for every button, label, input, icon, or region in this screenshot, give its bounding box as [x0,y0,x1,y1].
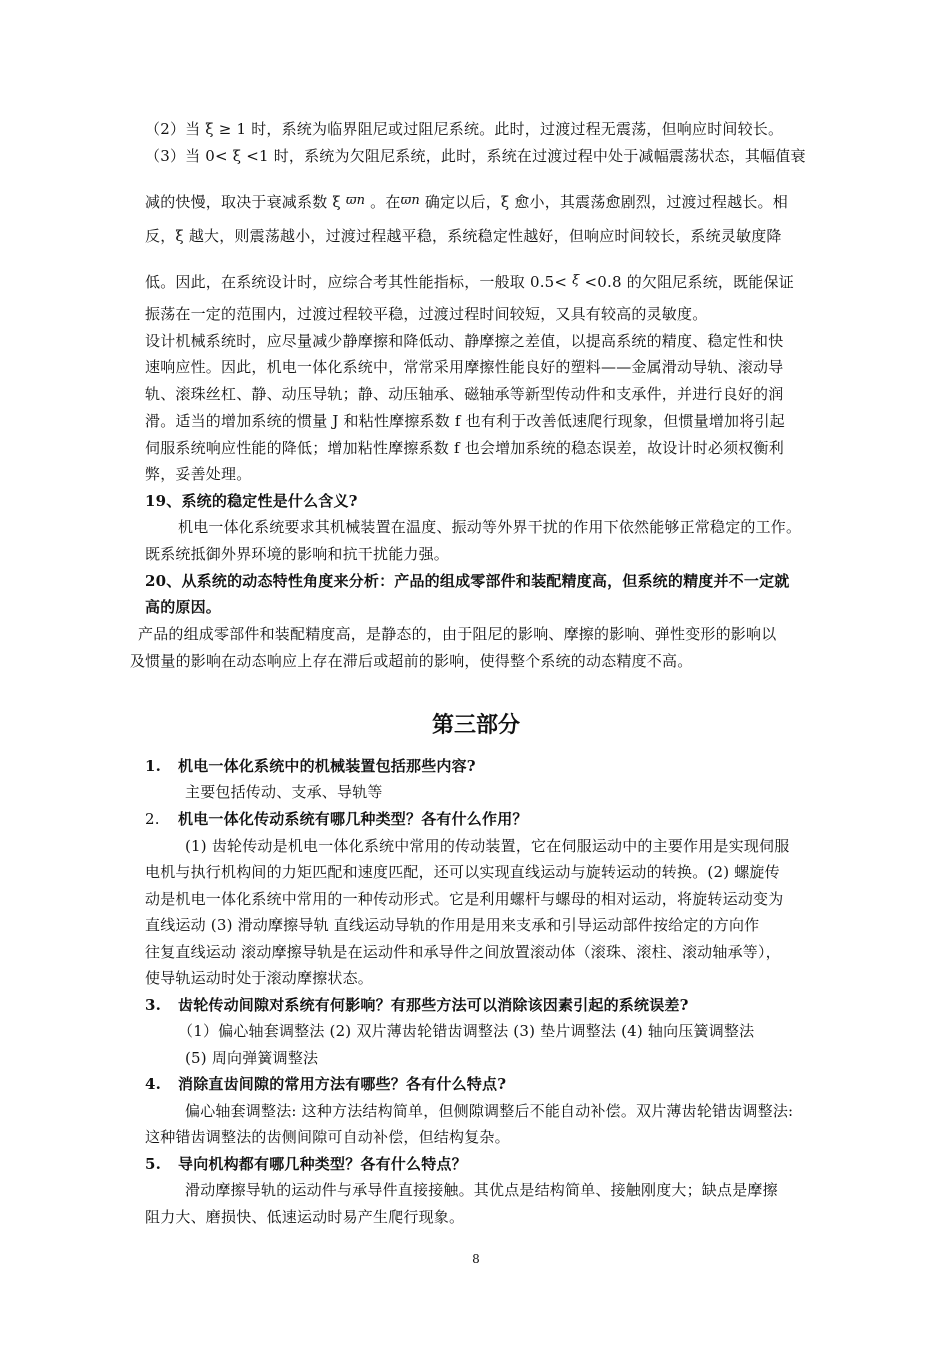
question-1-number: 1. [145,757,162,775]
answer-19-line: 既系统抵御外界环境的影响和抗干扰能力强。 [145,545,450,563]
answer-5-line: 阻力大、磨损快、低速运动时易产生爬行现象。 [145,1208,465,1226]
answer-1: 主要包括传动、支承、导轨等 [185,783,383,801]
text-line: 反，ξ 越大，则震荡越小，过渡过程越平稳，系统稳定性越好，但响应时间较长，系统灵敏度降 [145,227,782,245]
question-19: 19、系统的稳定性是什么含义? [145,492,358,510]
answer-2-line: 动是机电一体化系统中常用的一种传动形式。它是利用螺杆与螺母的相对运动，将旋转运动变为 [145,890,784,908]
answer-2-line: 直线运动 (3) 滑动摩擦导轨 直线运动导轨的作用是用来支承和引导运动部件按给定的方向作 [145,916,760,934]
text-fragment: 确定以后，ξ 愈小，其震荡愈剧烈，过渡过程越长。相 [419,193,788,211]
answer-5-line: 滑动摩擦导轨的运动件与承导件直接接触。其优点是结构简单、接触刚度大；缺点是摩擦 [185,1181,778,1199]
answer-4-line: 这种错齿调整法的齿侧间隙可自动补偿，但结构复杂。 [145,1128,510,1146]
answer-2-line: 使导轨运动时处于滚动摩擦状态。 [145,969,374,987]
text-fragment: 低。因此，在系统设计时，应综合考其性能指标，一般取 0.5< [145,273,573,291]
question-4-number: 4. [145,1075,162,1093]
question-2: 机电一体化传动系统有哪几种类型？各有什么作用？ [178,810,528,828]
page-number: 8 [472,1252,480,1266]
text-line: 轨、滚珠丝杠、静、动压导轨；静、动压轴承、磁轴承等新型传动件和支承件，并进行良好的润 [145,385,784,403]
question-1: 机电一体化系统中的机械装置包括那些内容? [178,757,476,775]
text-line: 振荡在一定的范围内，过渡过程较平稳，过渡过程时间较短，又具有较高的灵敏度。 [145,305,708,323]
xi-symbol: ξ [572,273,580,288]
question-3-number: 3. [145,996,162,1014]
text-line: （2）当 ξ ≥ 1 时，系统为临界阻尼或过阻尼系统。此时，过渡过程无震荡，但响应时间较长。 [145,120,784,138]
question-20: 高的原因。 [145,598,222,616]
answer-20-line: 产品的组成零部件和装配精度高，是静态的，由于阻尼的影响、摩擦的影响、弹性变形的影响以 [138,625,777,643]
text-line: 速响应性。因此，机电一体化系统中，常常采用摩擦性能良好的塑料——金属滑动导轨、滚动导 [145,358,784,376]
answer-4-line: 偏心轴套调整法: 这种方法结构简单，但侧隙调整后不能自动补偿。双片薄齿轮错齿调整法: [185,1102,794,1120]
text-fragment: <0.8 的欠阻尼系统，既能保证 [579,273,794,291]
text-line: 设计机械系统时，应尽量减少静摩擦和降低动、静摩擦之差值，以提高系统的精度、稳定性和快 [145,332,784,350]
answer-3-line: （1）偏心轴套调整法 (2) 双片薄齿轮错齿调整法 (3) 垫片调整法 (4) 轴向压簧调整法 [178,1022,755,1040]
text-line: 弊，妥善处理。 [145,465,252,483]
section-title: 第三部分 [431,713,520,738]
omega-n-symbol: ϖn [400,193,420,208]
answer-2-line: 往复直线运动 滚动摩擦导轨是在运动件和承导件之间放置滚动体（滚珠、滚柱、滚动轴承等）， [145,943,781,961]
question-20: 20、从系统的动态特性角度来分析：产品的组成零部件和装配精度高，但系统的精度并不一定就 [145,572,790,590]
answer-2-line: 电机与执行机构间的力矩匹配和速度匹配，还可以实现直线运动与旋转运动的转换。(2) 螺旋传 [145,863,780,881]
omega-n-symbol: ϖn [345,193,366,208]
question-3: 齿轮传动间隙对系统有何影响？有那些方法可以消除该因素引起的系统误差? [178,996,689,1014]
answer-3-line: (5) 周向弹簧调整法 [185,1049,319,1067]
text-fragment: 减的快慢，取决于衰减系数 ξ [145,193,346,211]
answer-20-line: 及惯量的影响在动态响应上存在滞后或超前的影响，使得整个系统的动态精度不高。 [130,652,693,670]
answer-19-line: 机电一体化系统要求其机械装置在温度、振动等外界干扰的作用下依然能够正常稳定的工作。 [178,518,802,536]
answer-2-line: (1) 齿轮传动是机电一体化系统中常用的传动装置，它在伺服运动中的主要作用是实现伺服 [185,837,790,855]
text-fragment: 。在 [365,193,401,211]
question-4: 消除直齿间隙的常用方法有哪些？各有什么特点? [178,1075,507,1093]
question-5: 导向机构都有哪几种类型？各有什么特点？ [178,1155,467,1173]
question-5-number: 5. [145,1155,162,1173]
text-line [145,270,815,293]
text-line [145,190,815,213]
text-line: 伺服系统响应性能的降低；增加粘性摩擦系数 f 也会增加系统的稳态误差，故设计时必须权衡利 [145,439,784,457]
question-2-number: 2. [145,810,160,828]
text-line: 滑。适当的增加系统的惯量 J 和粘性摩擦系数 f 也有利于改善低速爬行现象，但惯量增加将引起 [145,412,785,430]
text-line: （3）当 0< ξ <1 时，系统为欠阻尼系统，此时，系统在过渡过程中处于减幅震荡状态，其幅值衰 [145,147,806,165]
